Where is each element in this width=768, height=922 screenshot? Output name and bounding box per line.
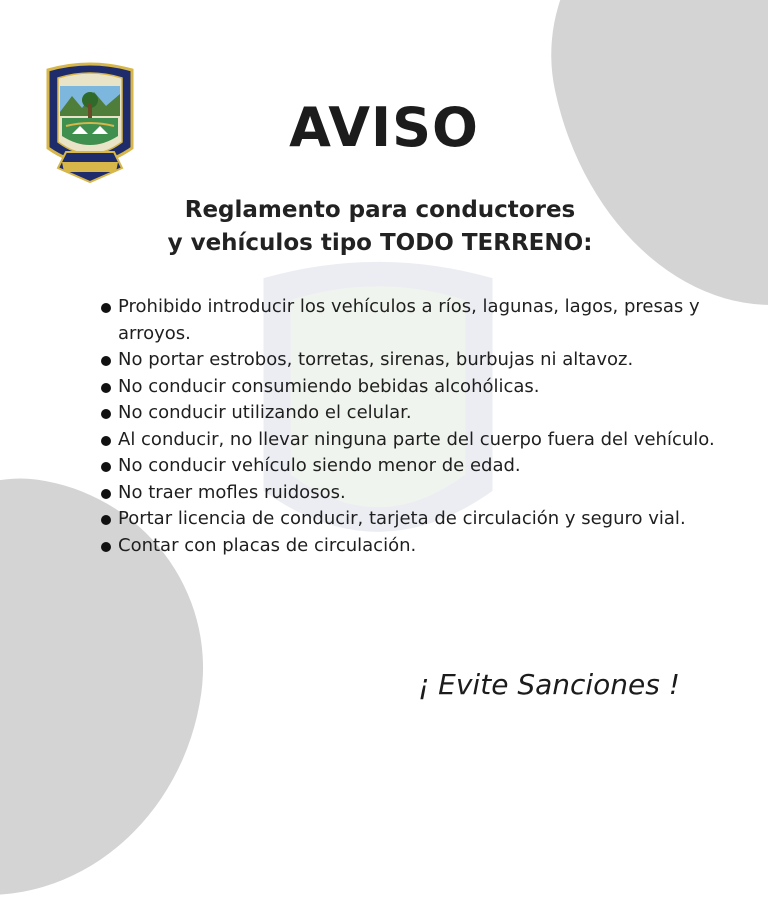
bullet-icon <box>101 462 111 472</box>
page-title: AVISO <box>289 96 479 159</box>
rule-text: No conducir vehículo siendo menor de edad. <box>118 455 521 476</box>
rule-item <box>100 347 740 374</box>
decorative-blob-top-right <box>519 0 768 343</box>
bullet-icon <box>101 489 111 499</box>
bullet-icon <box>101 436 111 446</box>
rule-text: Portar licencia de conducir, tarjeta de circulación y seguro vial. <box>118 508 686 529</box>
rule-item <box>100 506 740 533</box>
rule-text: Prohibido introducir los vehículos a ríos, lagunas, lagos, presas y arroyos. <box>118 296 700 344</box>
subtitle <box>100 194 660 260</box>
rule-item <box>100 427 740 454</box>
rule-item <box>100 400 740 427</box>
rule-text: No conducir consumiendo bebidas alcohólicas. <box>118 375 540 397</box>
rule-item <box>100 374 740 401</box>
rule-text: Al conducir, no llevar ninguna parte del cuerpo fuera del vehículo. <box>118 428 715 450</box>
subtitle-line-2: y vehículos tipo TODO TERRENO: <box>167 230 593 256</box>
rule-item <box>100 533 740 560</box>
rule-text: No conducir utilizando el celular. <box>118 402 412 423</box>
bullet-icon <box>101 356 111 366</box>
rule-text: No portar estrobos, torretas, sirenas, burbujas ni altavoz. <box>118 349 634 370</box>
bullet-icon <box>101 383 111 393</box>
rule-item <box>100 294 740 347</box>
bullet-icon <box>101 515 111 525</box>
closing-message: ¡ Evite Sanciones ! <box>418 668 680 701</box>
rule-text: Contar con placas de circulación. <box>118 534 417 556</box>
rule-text: No traer mofles ruidosos. <box>118 481 346 503</box>
rule-item <box>100 453 740 480</box>
rule-item <box>100 480 740 507</box>
rules-list <box>100 294 740 559</box>
bullet-icon <box>101 409 111 419</box>
bullet-icon <box>101 303 111 313</box>
bullet-icon <box>101 542 111 552</box>
subtitle-line-1: Reglamento para conductores <box>184 197 576 223</box>
